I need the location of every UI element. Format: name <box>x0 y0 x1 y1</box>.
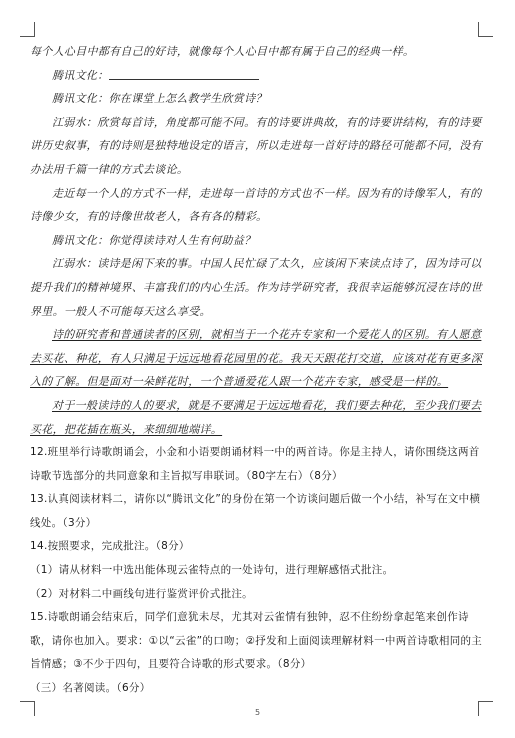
answer-teaching: 江弱水：欣赏每首诗，角度都可能不同。有的诗要讲典故，有的诗要讲结构，有的诗要讲历史叙事，有的诗则是独特地设定的语言，所以走进每一首好诗的路径可能都不同，没有办法用千篇一律的方式去谈论。 <box>30 115 482 176</box>
summary-blank[interactable] <box>109 69 259 80</box>
underlined-paragraph-flowers: 诗的研究者和普通读者的区别，就相当于一个花卉专家和一个爱花人的区别。有人愿意去买花、种花，有人只满足于远远地看花园里的花。我天天跟花打交道，应该对花有更多深入的了解。但是面对一朵鲜花时，一个普通爱花人跟一个花卉专家，感受是一样的。 <box>30 328 482 389</box>
page-number: 5 <box>254 708 261 717</box>
question-13: 13.认真阅读材料二，请你以“腾讯文化”的身份在第一个访谈问题后做一个小结，补写在文中横线处。（3分） <box>30 493 481 529</box>
question-14: 14.按照要求，完成批注。（8分） <box>30 540 190 553</box>
question-12: 12.班里举行诗歌朗诵会，小金和小语要朗诵材料一中的两首诗。你是主持人，请你围绕这两首诗歌节选部分的共同意象和主旨拟写串联词。（80字左右）（8分） <box>30 446 480 482</box>
question-15: 15.诗歌朗诵会结束后，同学们意犹未尽，尤其对云雀情有独钟，忍不住纷纷拿起笔来创作诗歌，请你也加入。要求：①以“云雀”的口吻；②抒发和上面阅读理解材料一中两首诗歌相同的主旨情感；③不少于四句，且要符合诗歌的形式要求。（8分） <box>30 611 483 671</box>
paragraph-classic-poems: 每个人心目中都有自己的好诗，就像每个人心目中都有属于自己的经典一样。 <box>30 45 415 58</box>
question-14-part-2: （2）对材料二中画线句进行鉴赏评价式批注。 <box>30 587 253 600</box>
paragraph-approach: 走近每一个人的方式不一样，走进每一首诗的方式也不一样。因为有的诗像军人，有的诗像少女，有的诗像世故老人，各有各的精彩。 <box>30 186 482 224</box>
question-teaching: 腾讯文化：你在课堂上怎么教学生欣赏诗？ <box>52 92 267 106</box>
question-14-part-1: （1）请从材料一中选出能体现云雀特点的一处诗句，进行理解感悟式批注。 <box>30 564 394 577</box>
crop-mark-top-left <box>20 22 35 37</box>
crop-mark-top-right <box>478 22 493 37</box>
section-three-heading: （三）名著阅读。（6分） <box>30 682 151 695</box>
document-page <box>30 40 488 701</box>
summary-line <box>30 64 488 88</box>
answer-benefit: 江弱水：读诗是闲下来的事。中国人民忙碌了太久，应该闲下来读点诗了，因为诗可以提升我们的精神境界、丰富我们的内心生活。作为诗学研究者，我很幸运能够沉浸在诗的世界里。一般人不可能每天这么享受。 <box>30 257 482 318</box>
interviewer-label: 腾讯文化： <box>52 68 109 82</box>
question-benefit: 腾讯文化：你觉得读诗对人生有何助益？ <box>52 233 256 247</box>
underlined-paragraph-readers: 对于一般读诗的人的要求，就是不要满足于远远地看花，我们要去种花，至少我们要去买花，把花插在瓶头，来细细地端详。 <box>30 398 482 436</box>
